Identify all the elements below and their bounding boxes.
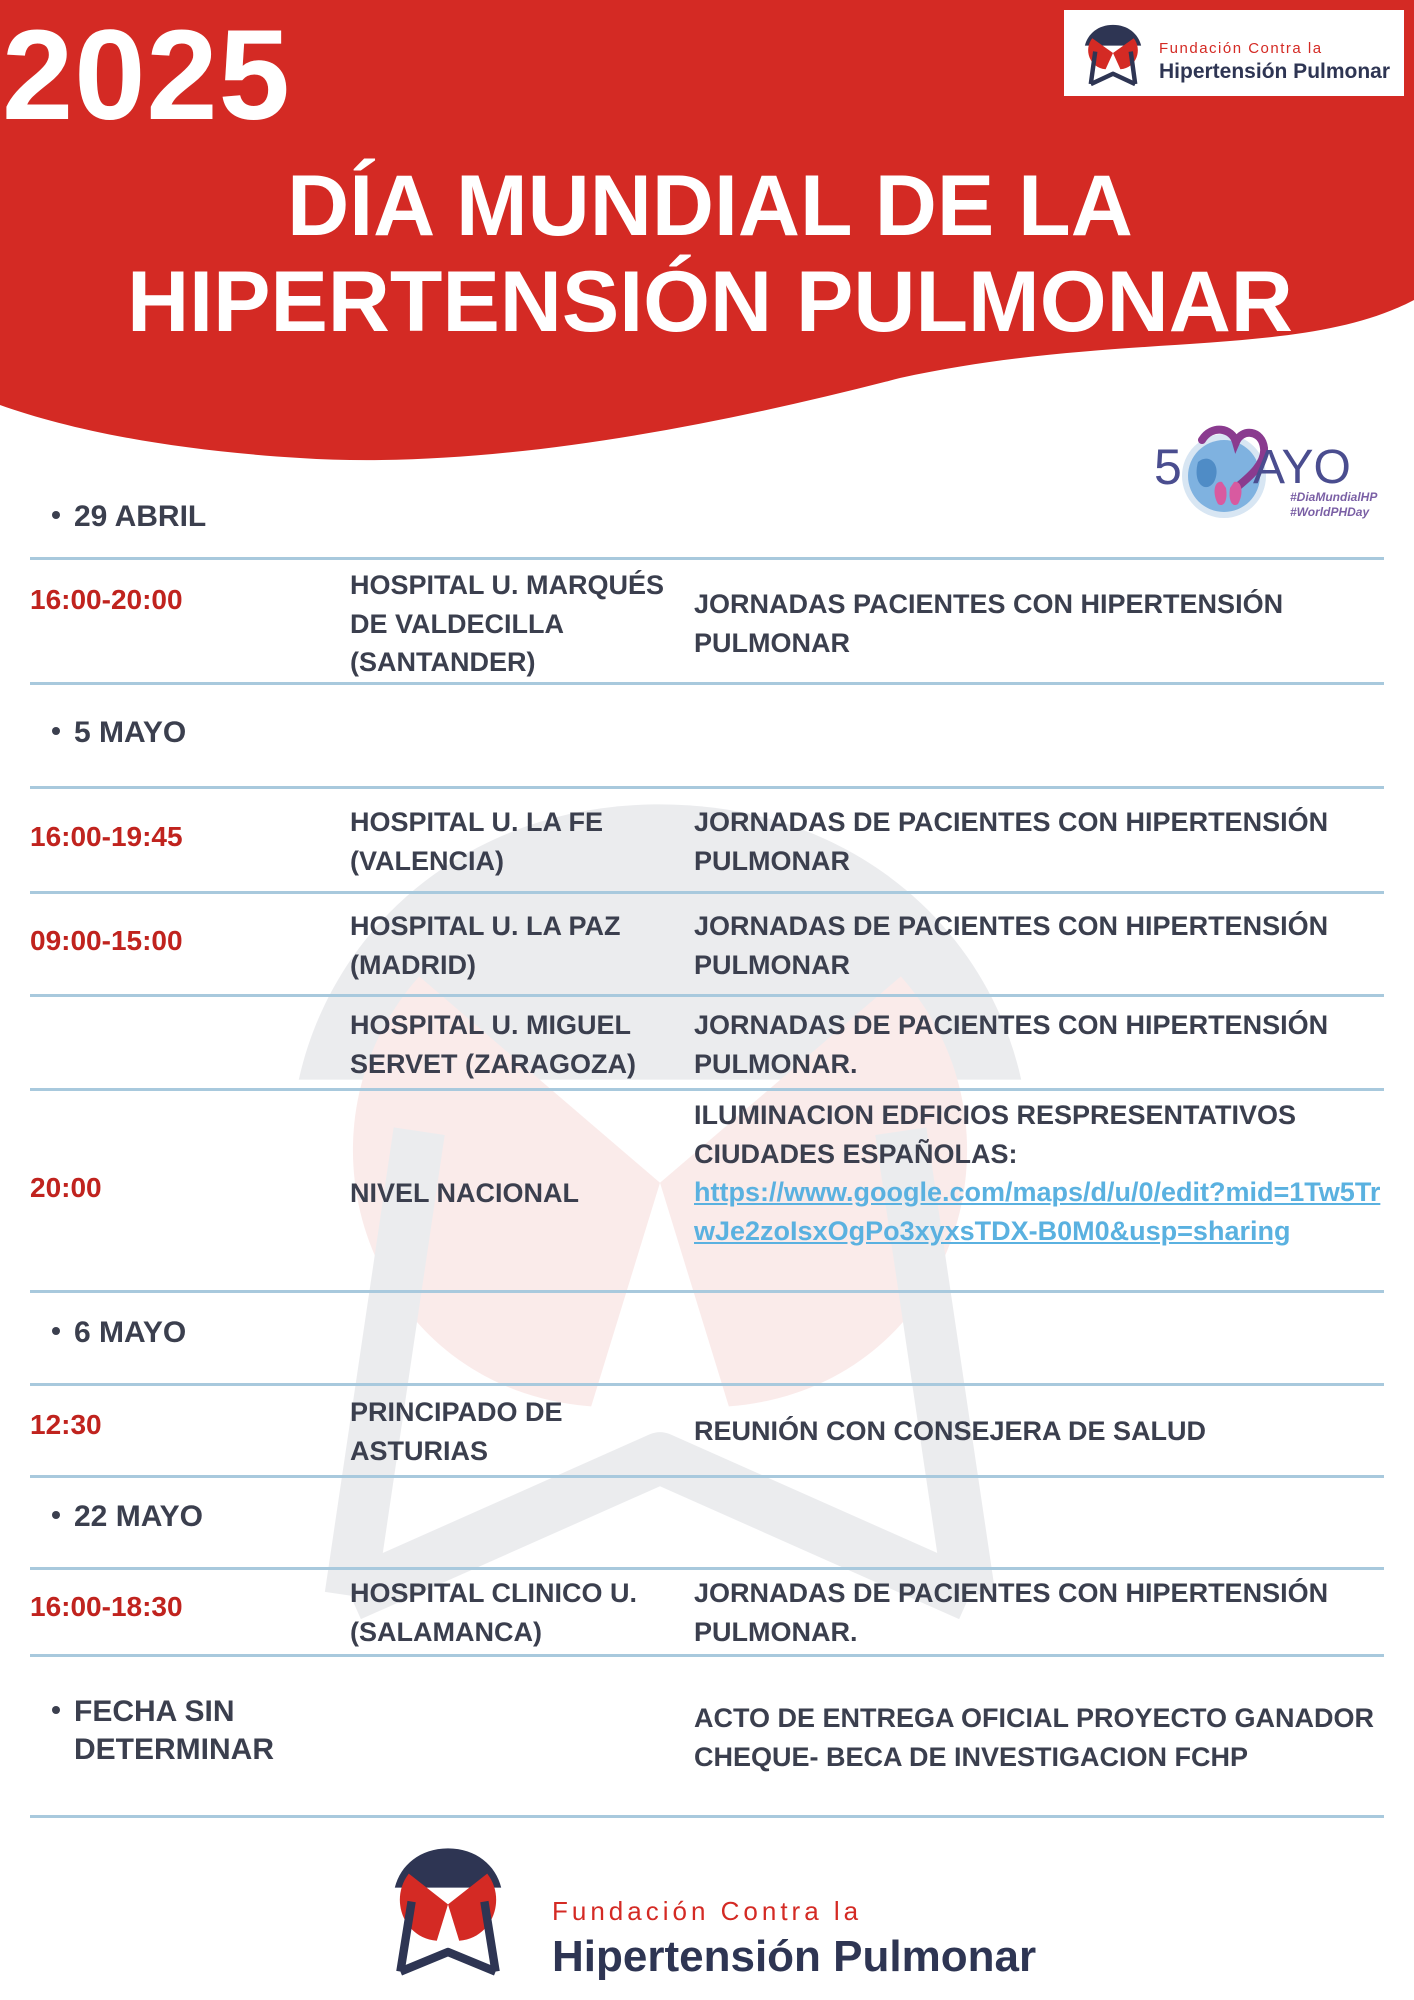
divider xyxy=(30,786,1384,789)
title-line-2: HIPERTENSIÓN PULMONAR xyxy=(127,254,1293,351)
event-time: 16:00-19:45 xyxy=(30,821,183,852)
map-link[interactable]: https://www.google.com/maps/d/u/0/edit?mid=1Tw5TrwJe2zoIsxOgPo3xyxsTDX-B0M0&usp=sharing xyxy=(694,1177,1381,1246)
event-time: 16:00-18:30 xyxy=(30,1591,183,1622)
footer-logo xyxy=(370,1840,1090,1990)
event-time: 12:30 xyxy=(30,1409,102,1440)
divider xyxy=(30,1567,1384,1570)
divider xyxy=(30,994,1384,997)
event-place: HOSPITAL U. MARQUÉS DE VALDECILLA (SANTANDER) xyxy=(350,570,665,677)
event-time: 16:00-20:00 xyxy=(30,584,183,615)
foundation-logo xyxy=(1064,10,1404,96)
event-description: ACTO DE ENTREGA OFICIAL PROYECTO GANADOR CHEQUE- BECA DE INVESTIGACION FCHP xyxy=(694,1703,1375,1772)
event-description: REUNIÓN CON CONSEJERA DE SALUD xyxy=(694,1416,1207,1446)
date-header-5-mayo: 5 MAYO xyxy=(52,714,186,752)
divider xyxy=(30,1383,1384,1386)
event-place: HOSPITAL U. LA FE (VALENCIA) xyxy=(350,807,604,876)
badge-month: AYO xyxy=(1253,441,1351,494)
date-header-fecha-sin-determinar: FECHA SIN DETERMINAR xyxy=(52,1693,312,1769)
event-description-with-link xyxy=(694,1096,1394,1250)
event-description: ILUMINACION EDFICIOS RESPRESENTATIVOS CIUDADES ESPAÑOLAS: xyxy=(694,1100,1297,1169)
world-ph-day-badge xyxy=(1150,418,1378,530)
title-line-1: DÍA MUNDIAL DE LA xyxy=(287,158,1133,254)
event-place: HOSPITAL CLINICO U. (SALAMANCA) xyxy=(350,1578,638,1647)
footer-logo-subtitle: Fundación Contra la xyxy=(552,1896,863,1926)
page-title xyxy=(60,158,1360,351)
date-header-29-abril: 29 ABRIL xyxy=(52,498,206,536)
divider xyxy=(30,1815,1384,1818)
event-place: HOSPITAL U. MIGUEL SERVET (ZARAGOZA) xyxy=(350,1010,637,1079)
footer-logo-title: Hipertensión Pulmonar xyxy=(552,1932,1037,1981)
badge-hashtag-es: #DiaMundialHP xyxy=(1290,490,1378,504)
date-header-6-mayo: 6 MAYO xyxy=(52,1314,186,1352)
date-header-22-mayo: 22 MAYO xyxy=(52,1498,203,1536)
divider xyxy=(30,557,1384,560)
divider xyxy=(30,1654,1384,1657)
event-description: JORNADAS DE PACIENTES CON HIPERTENSIÓN PULMONAR xyxy=(694,807,1329,876)
divider xyxy=(30,1290,1384,1293)
divider xyxy=(30,1088,1384,1091)
lungs-umbrella-logo-icon xyxy=(378,1840,518,1980)
event-place: HOSPITAL U. LA PAZ (MADRID) xyxy=(350,911,621,980)
event-description: JORNADAS PACIENTES CON HIPERTENSIÓN PULMONAR xyxy=(694,589,1284,658)
lungs-umbrella-logo-icon xyxy=(1076,16,1150,90)
year-heading: 2025 xyxy=(2,4,291,147)
divider xyxy=(30,1475,1384,1478)
divider xyxy=(30,682,1384,685)
logo-subtitle: Fundación Contra la xyxy=(1159,40,1323,57)
event-description: JORNADAS DE PACIENTES CON HIPERTENSIÓN PULMONAR xyxy=(694,911,1329,980)
badge-five: 5 xyxy=(1154,439,1182,495)
event-description: JORNADAS DE PACIENTES CON HIPERTENSIÓN PULMONAR. xyxy=(694,1578,1329,1647)
divider xyxy=(30,891,1384,894)
event-place: NIVEL NACIONAL xyxy=(350,1178,580,1208)
event-time: 09:00-15:00 xyxy=(30,925,183,956)
event-time: 20:00 xyxy=(30,1172,102,1203)
event-description: JORNADAS DE PACIENTES CON HIPERTENSIÓN PULMONAR. xyxy=(694,1010,1329,1079)
badge-hashtag-en: #WorldPHDay xyxy=(1290,505,1370,519)
event-place: PRINCIPADO DE ASTURIAS xyxy=(350,1397,563,1466)
logo-title: Hipertensión Pulmonar xyxy=(1159,60,1391,83)
